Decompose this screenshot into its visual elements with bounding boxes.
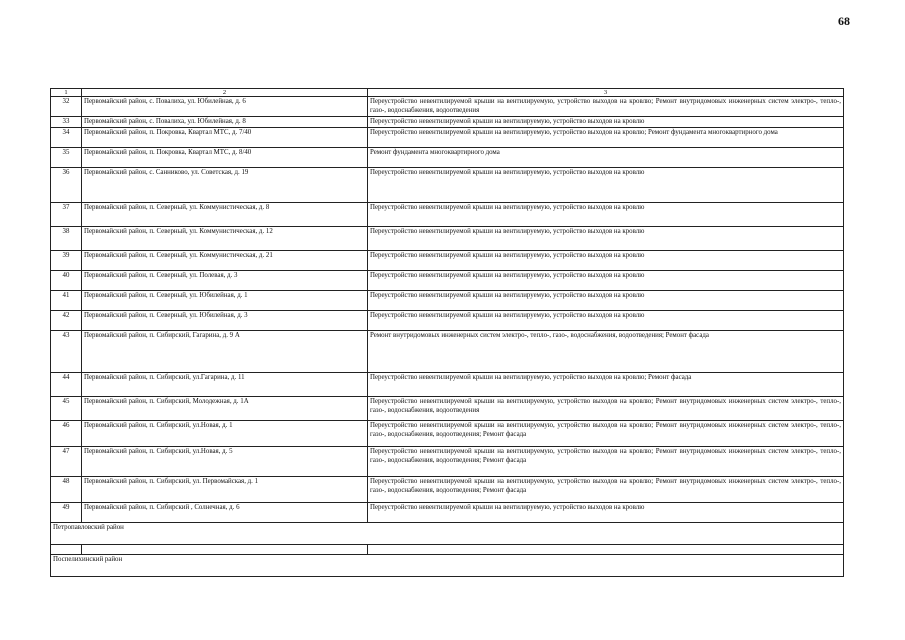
- row-address: Первомайский район, п. Покровка, Квартал МТС, д. 7/40: [82, 128, 368, 148]
- empty-cell: [368, 545, 844, 555]
- row-address: Первомайский район, п. Сибирский, ул.Гагарина, д. 11: [82, 373, 368, 397]
- row-address: Первомайский район, п. Сибирский, ул. Первомайская, д. 1: [82, 477, 368, 503]
- table-row: [51, 117, 844, 128]
- row-number: 41: [51, 291, 82, 311]
- table-row: [51, 397, 844, 421]
- row-number: 45: [51, 397, 82, 421]
- row-address: Первомайский район, п. Сибирский, Молодежная, д. 1А: [82, 397, 368, 421]
- row-number: 38: [51, 227, 82, 251]
- works-table: [50, 88, 844, 577]
- row-work: Переустройство невентилируемой крыши на вентилируемую, устройство выходов на кровлю: [368, 251, 844, 271]
- row-work: Переустройство невентилируемой крыши на вентилируемую, устройство выходов на кровлю: [368, 227, 844, 251]
- column-number-row: [51, 89, 844, 97]
- page-number: 68: [838, 14, 850, 28]
- row-number: 36: [51, 168, 82, 203]
- row-number: 44: [51, 373, 82, 397]
- table-row: [51, 168, 844, 203]
- table-row: [51, 373, 844, 397]
- row-address: Первомайский район, п. Северный, ул. Коммунистическая, д. 12: [82, 227, 368, 251]
- row-work: Переустройство невентилируемой крыши на вентилируемую, устройство выходов на кровлю; Ремонт внутридомовых инженерных систем электро-, тепло-, газо-, водоснабжения, водоотведения; Ремонт фасада: [368, 447, 844, 477]
- row-address: Первомайский район, п. Северный, ул. Юбилейная, д. 1: [82, 291, 368, 311]
- row-work: Переустройство невентилируемой крыши на вентилируемую, устройство выходов на кровлю: [368, 291, 844, 311]
- table-row: [51, 477, 844, 503]
- row-number: 39: [51, 251, 82, 271]
- row-work: Ремонт внутридомовых инженерных систем электро-, тепло-, газо-, водоснабжения, водоотведения; Ремонт фасада: [368, 331, 844, 373]
- row-work: Ремонт фундамента многоквартирного дома: [368, 148, 844, 168]
- row-work: Переустройство невентилируемой крыши на вентилируемую, устройство выходов на кровлю; Ремонт внутридомовых инженерных систем электро-, тепло-, газо-, водоснабжения, водоотведения: [368, 397, 844, 421]
- region-row-petropavlovsky: [51, 523, 844, 545]
- row-number: 48: [51, 477, 82, 503]
- row-address: Первомайский район, п. Сибирский, ул.Новая, д. 1: [82, 421, 368, 447]
- column-number-1: 1: [51, 89, 82, 97]
- region-row-pospelikhinsky: [51, 555, 844, 577]
- row-address: Первомайский район, п. Сибирский, ул.Новая, д. 5: [82, 447, 368, 477]
- works-table-body: [51, 89, 844, 577]
- row-work: Переустройство невентилируемой крыши на вентилируемую, устройство выходов на кровлю; Ремонт внутридомовых инженерных систем электро-, тепло-, газо-, водоснабжения, водоотведения: [368, 97, 844, 117]
- row-address: Первомайский район, с. Санниково, ул. Советская, д. 19: [82, 168, 368, 203]
- table-row: [51, 503, 844, 523]
- row-work: Переустройство невентилируемой крыши на вентилируемую, устройство выходов на кровлю; Ремонт фундамента многоквартирного дома: [368, 128, 844, 148]
- table-row: [51, 331, 844, 373]
- row-address: Первомайский район, п. Северный, ул. Коммунистическая, д. 8: [82, 203, 368, 227]
- empty-cell: [51, 545, 82, 555]
- row-address: Первомайский район, с. Повалиха, ул. Юбилейная, д. 8: [82, 117, 368, 128]
- table-row: [51, 291, 844, 311]
- region-heading: Петропавловский район: [51, 523, 844, 545]
- region-heading: Поспелихинский район: [51, 555, 844, 577]
- table-row: [51, 97, 844, 117]
- table-row: [51, 271, 844, 291]
- row-address: Первомайский район, п. Сибирский , Солнечная, д. 6: [82, 503, 368, 523]
- row-work: Переустройство невентилируемой крыши на вентилируемую, устройство выходов на кровлю: [368, 168, 844, 203]
- row-number: 35: [51, 148, 82, 168]
- row-number: 33: [51, 117, 82, 128]
- row-work: Переустройство невентилируемой крыши на вентилируемую, устройство выходов на кровлю: [368, 271, 844, 291]
- row-address: Первомайский район, п. Сибирский, Гагарина, д. 9 А: [82, 331, 368, 373]
- row-work: Переустройство невентилируемой крыши на вентилируемую, устройство выходов на кровлю; Ремонт внутридомовых инженерных систем электро-, тепло-, газо-, водоснабжения, водоотведения; Ремонт фасада: [368, 421, 844, 447]
- row-number: 32: [51, 97, 82, 117]
- row-work: Переустройство невентилируемой крыши на вентилируемую, устройство выходов на кровлю: [368, 503, 844, 523]
- row-address: Первомайский район, с. Повалиха, ул. Юбилейная, д. 6: [82, 97, 368, 117]
- row-work: Переустройство невентилируемой крыши на вентилируемую, устройство выходов на кровлю; Ремонт фасада: [368, 373, 844, 397]
- row-work: Переустройство невентилируемой крыши на вентилируемую, устройство выходов на кровлю; Ремонт внутридомовых инженерных систем электро-, тепло-, газо-, водоснабжения, водоотведения; Ремонт фасада: [368, 477, 844, 503]
- row-address: Первомайский район, п. Покровка, Квартал МТС, д. 8/40: [82, 148, 368, 168]
- row-address: Первомайский район, п. Северный, ул. Коммунистическая, д. 21: [82, 251, 368, 271]
- empty-cell: [82, 545, 368, 555]
- table-row: [51, 148, 844, 168]
- row-address: Первомайский район, п. Северный, ул. Полевая, д. 3: [82, 271, 368, 291]
- row-number: 34: [51, 128, 82, 148]
- empty-row: [51, 545, 844, 555]
- row-number: 37: [51, 203, 82, 227]
- table-row: [51, 251, 844, 271]
- row-number: 49: [51, 503, 82, 523]
- table-row: [51, 128, 844, 148]
- row-work: Переустройство невентилируемой крыши на вентилируемую, устройство выходов на кровлю: [368, 117, 844, 128]
- column-number-3: 3: [368, 89, 844, 97]
- row-number: 43: [51, 331, 82, 373]
- row-work: Переустройство невентилируемой крыши на вентилируемую, устройство выходов на кровлю: [368, 311, 844, 331]
- row-work: Переустройство невентилируемой крыши на вентилируемую, устройство выходов на кровлю: [368, 203, 844, 227]
- table-row: [51, 227, 844, 251]
- row-number: 40: [51, 271, 82, 291]
- column-number-2: 2: [82, 89, 368, 97]
- row-number: 46: [51, 421, 82, 447]
- table-row: [51, 421, 844, 447]
- table-row: [51, 447, 844, 477]
- table-row: [51, 311, 844, 331]
- table-row: [51, 203, 844, 227]
- row-address: Первомайский район, п. Северный, ул. Юбилейная, д. 3: [82, 311, 368, 331]
- row-number: 42: [51, 311, 82, 331]
- row-number: 47: [51, 447, 82, 477]
